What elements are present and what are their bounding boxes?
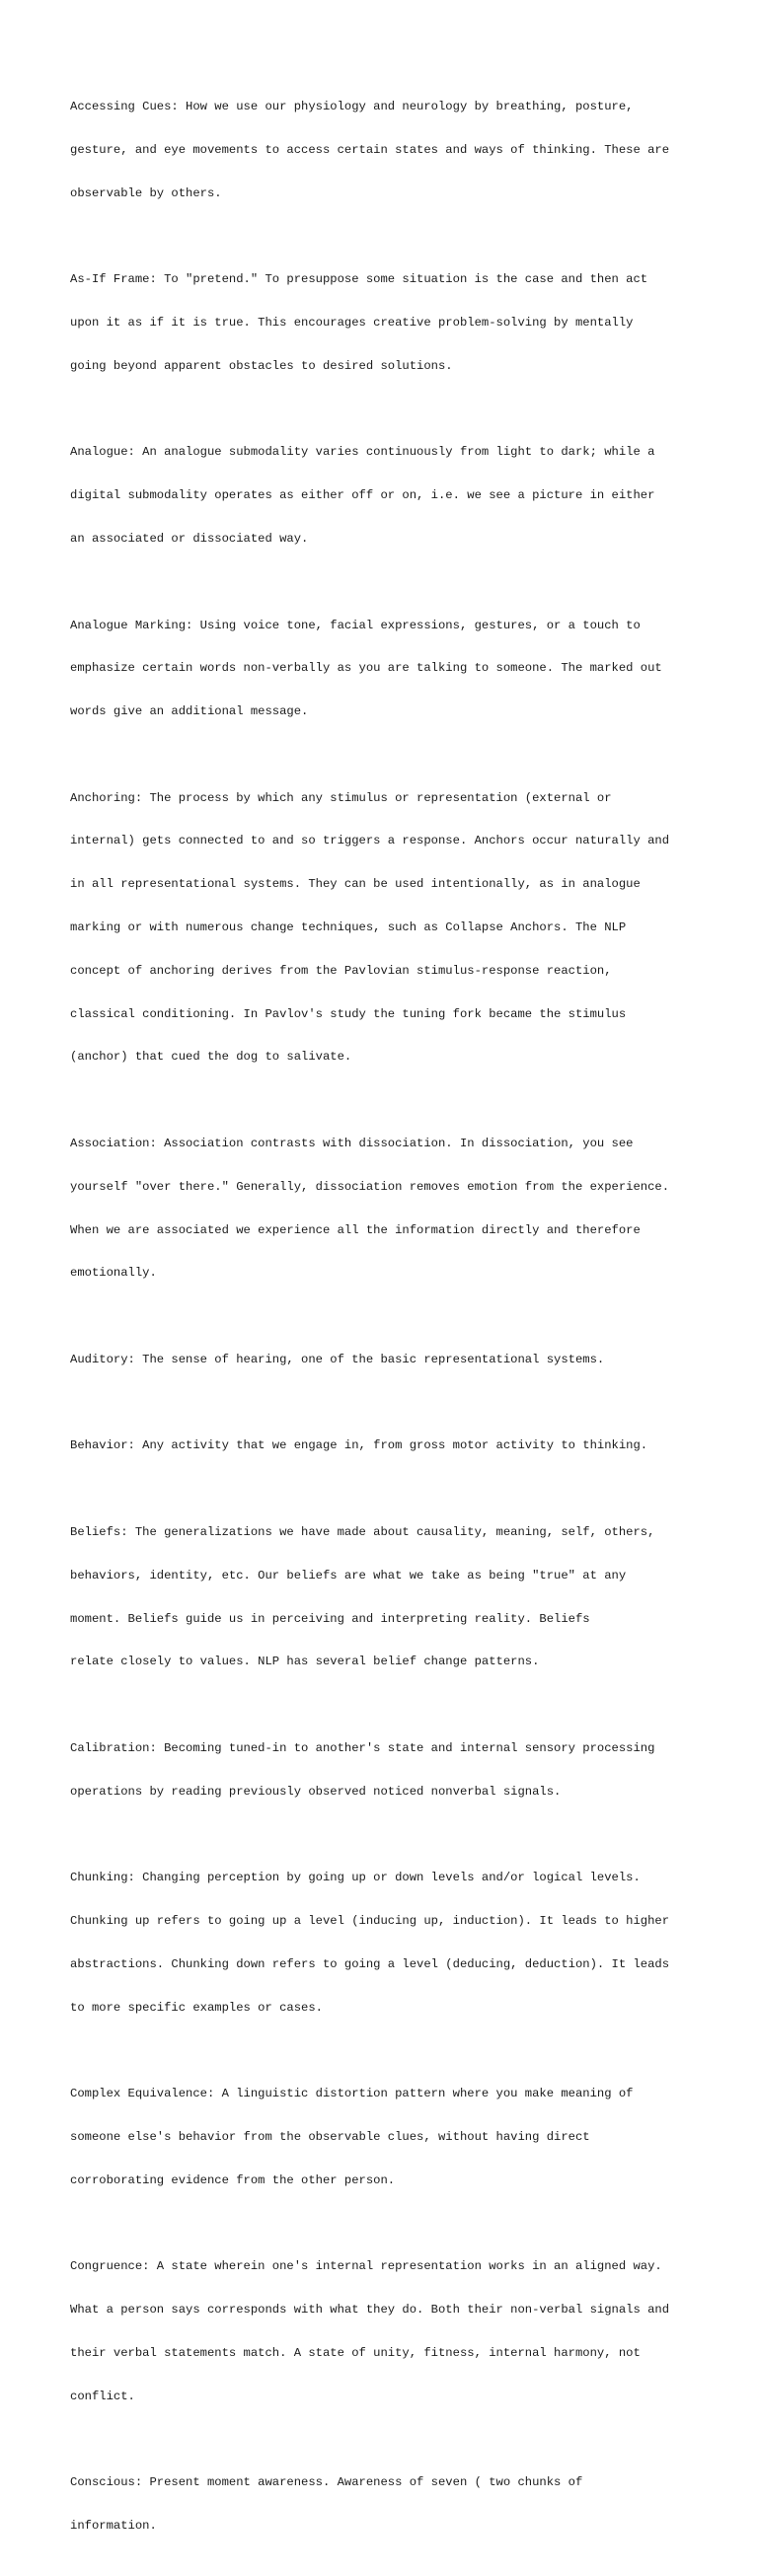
- entry-line: Conscious: Present moment awareness. Awareness of seven ( two chunks of: [70, 2475, 583, 2490]
- entry-line: yourself "over there." Generally, dissociation removes emotion from the experience.: [70, 1179, 670, 1194]
- entry-line: Behavior: Any activity that we engage in, from gross motor activity to thinking.: [70, 1438, 648, 1453]
- glossary-entry-auditory: [70, 1324, 702, 1396]
- entry-line: Association: Association contrasts with dissociation. In dissociation, you see: [70, 1136, 634, 1150]
- entry-line: operations by reading previously observed noticed nonverbal signals.: [70, 1784, 562, 1799]
- glossary-entry-anchoring: [70, 763, 702, 1094]
- entry-line: relate closely to values. NLP has several belief change patterns.: [70, 1655, 540, 1669]
- entry-line: (anchor) that cued the dog to salivate.: [70, 1050, 352, 1065]
- entry-line: concept of anchoring derives from the Pavlovian stimulus-response reaction,: [70, 963, 612, 978]
- entry-line: Congruence: A state wherein one's internal representation works in an aligned way.: [70, 2259, 662, 2274]
- entry-line: in all representational systems. They can be used intentionally, as in analogue: [70, 877, 641, 892]
- entry-line: someone else's behavior from the observable clues, without having direct: [70, 2129, 590, 2144]
- glossary-entry-association: [70, 1108, 702, 1309]
- glossary-entry-conscious: [70, 2447, 702, 2562]
- glossary-entry-accessing-cues: [70, 71, 702, 230]
- entry-line: Complex Equivalence: A linguistic distortion pattern where you make meaning of: [70, 2087, 634, 2101]
- entry-line: their verbal statements match. A state of unity, fitness, internal harmony, not: [70, 2345, 641, 2360]
- entry-line: marking or with numerous change techniques, such as Collapse Anchors. The NLP: [70, 920, 627, 935]
- glossary-entry-analogue: [70, 416, 702, 575]
- entry-line: Anchoring: The process by which any stimulus or representation (external or: [70, 790, 612, 805]
- entry-line: When we are associated we experience all the information directly and therefore: [70, 1222, 641, 1237]
- entry-line: Beliefs: The generalizations we have made about causality, meaning, self, others,: [70, 1524, 655, 1539]
- entry-line: to more specific examples or cases.: [70, 2000, 323, 2015]
- entry-line: classical conditioning. In Pavlov's study the tuning fork became the stimulus: [70, 1006, 627, 1021]
- entry-line: emotionally.: [70, 1266, 157, 1281]
- entry-line: emphasize certain words non-verbally as you are talking to someone. The marked out: [70, 661, 662, 676]
- entry-line: Calibration: Becoming tuned-in to another's state and internal sensory processing: [70, 1740, 655, 1755]
- entry-line: As-If Frame: To "pretend." To presuppose some situation is the case and then act: [70, 272, 648, 287]
- entry-line: Analogue Marking: Using voice tone, facial expressions, gestures, or a touch to: [70, 618, 641, 632]
- entry-line: information.: [70, 2518, 157, 2533]
- glossary-entry-congruence: [70, 2231, 702, 2432]
- entry-line: behaviors, identity, etc. Our beliefs are what we take as being "true" at any: [70, 1568, 627, 1582]
- entry-line: Chunking up refers to going up a level (inducing up, induction). It leads to higher: [70, 1914, 670, 1928]
- glossary-entry-complex-equivalence: [70, 2058, 702, 2217]
- entry-line: moment. Beliefs guide us in perceiving and interpreting reality. Beliefs: [70, 1611, 590, 1626]
- entry-line: an associated or dissociated way.: [70, 532, 309, 546]
- entry-line: Chunking: Changing perception by going up or down levels and/or logical levels.: [70, 1871, 641, 1885]
- glossary-entry-beliefs: [70, 1497, 702, 1698]
- entry-line: internal) gets connected to and so triggers a response. Anchors occur naturally and: [70, 834, 670, 848]
- glossary-entry-calibration: [70, 1713, 702, 1828]
- entry-line: words give an additional message.: [70, 704, 309, 719]
- entry-line: upon it as if it is true. This encourages creative problem-solving by mentally: [70, 316, 634, 331]
- entry-line: gesture, and eye movements to access certain states and ways of thinking. These are: [70, 142, 670, 157]
- entry-line: Auditory: The sense of hearing, one of the basic representational systems.: [70, 1352, 605, 1366]
- glossary-entry-analogue-marking: [70, 589, 702, 748]
- entry-line: digital submodality operates as either off or on, i.e. we see a picture in either: [70, 488, 655, 503]
- entry-line: Analogue: An analogue submodality varies continuously from light to dark; while a: [70, 445, 655, 460]
- glossary-entry-behavior: [70, 1410, 702, 1482]
- entry-line: conflict.: [70, 2389, 135, 2403]
- entry-line: abstractions. Chunking down refers to going a level (deducing, deduction). It leads: [70, 1956, 670, 1971]
- entry-line: corroborating evidence from the other person.: [70, 2172, 396, 2187]
- glossary-entry-as-if-frame: [70, 244, 702, 403]
- document-page: [70, 71, 702, 2576]
- glossary-entry-chunking: [70, 1842, 702, 2043]
- entry-line: going beyond apparent obstacles to desired solutions.: [70, 358, 453, 373]
- entry-line: What a person says corresponds with what they do. Both their non-verbal signals and: [70, 2303, 670, 2318]
- entry-line: Accessing Cues: How we use our physiology and neurology by breathing, posture,: [70, 100, 634, 114]
- entry-line: observable by others.: [70, 185, 222, 200]
